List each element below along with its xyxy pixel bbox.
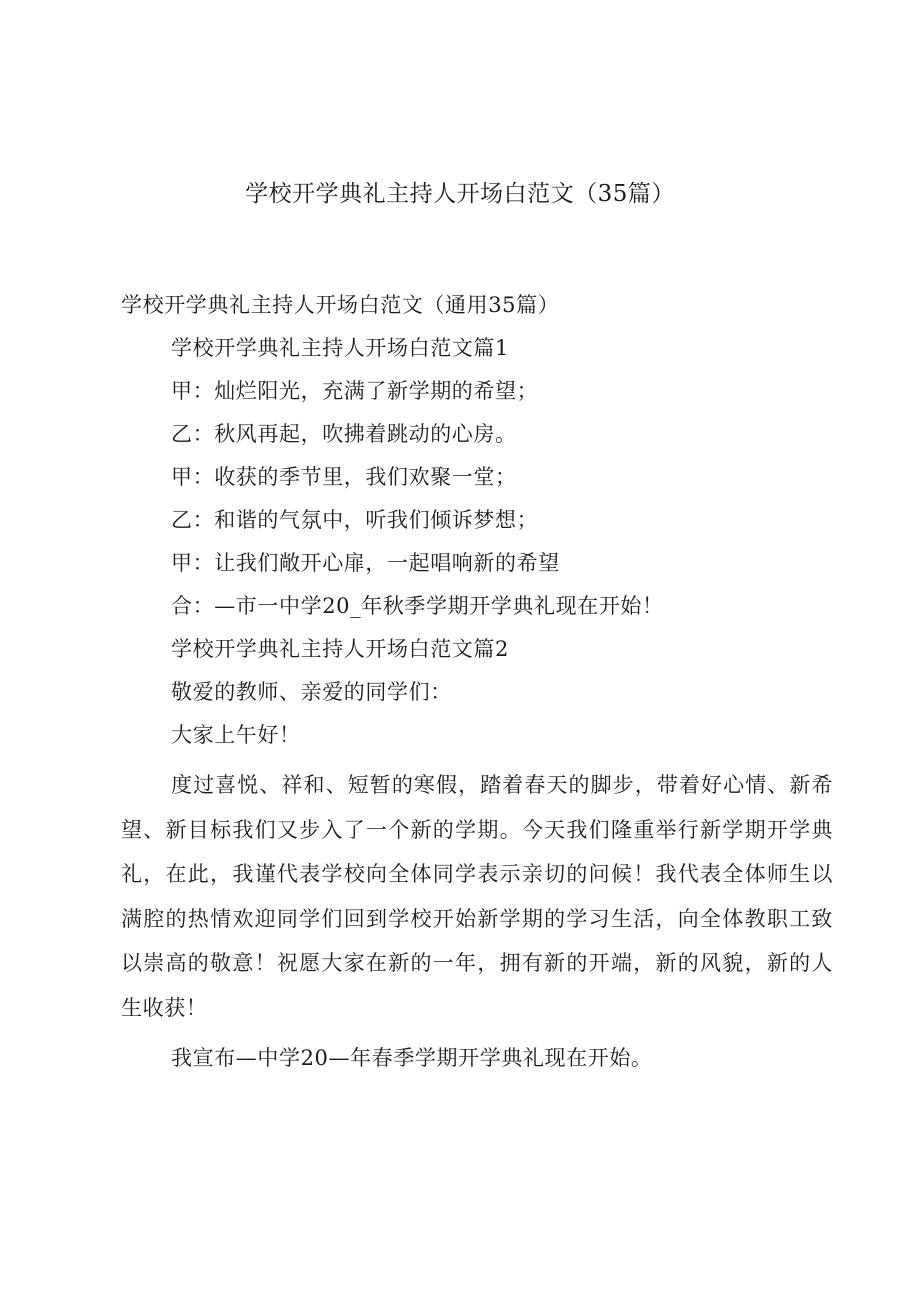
dialogue-line: 合：—市一中学20_年秋季学期开学典礼现在开始！ — [171, 594, 664, 618]
hello-line: 大家上午好！ — [171, 723, 301, 747]
document-subtitle: 学校开学典礼主持人开场白范文（通用35篇） — [121, 293, 560, 317]
closing-line: 我宣布—中学20—年春季学期开学典礼现在开始。 — [171, 1046, 653, 1070]
document-body — [121, 284, 841, 1080]
dialogue-line: 甲：让我们敞开心扉，一起唱响新的希望 — [171, 551, 560, 575]
section-heading-1: 学校开学典礼主持人开场白范文篇1 — [171, 336, 509, 360]
dialogue-line: 乙：秋风再起，吹拂着跳动的心房。 — [171, 422, 517, 446]
section-heading-2: 学校开学典礼主持人开场白范文篇2 — [171, 637, 509, 661]
document-title: 学校开学典礼主持人开场白范文（35篇） — [245, 181, 675, 207]
greeting-line: 敬爱的教师、亲爱的同学们： — [171, 680, 452, 704]
dialogue-line: 甲：灿烂阳光，充满了新学期的希望； — [171, 379, 539, 403]
dialogue-line: 甲：收获的季节里，我们欢聚一堂； — [171, 465, 517, 489]
dialogue-line: 乙：和谐的气氛中，听我们倾诉梦想； — [171, 508, 539, 532]
body-paragraph: 度过喜悦、祥和、短暂的寒假，踏着春天的脚步，带着好心情、新希望、新目标我们又步入了一个新的学期。今天我们隆重举行新学期开学典礼，在此，我谨代表学校向全体同学表示亲切的问候！我代表全体师生以满腔的热情欢迎同学们回到学校开始新学期的学习生活，向全体教职工致以崇高的敬意！祝愿大家在新的一年，拥有新的开端，新的风貌，新的人生收获！ — [121, 773, 833, 1020]
